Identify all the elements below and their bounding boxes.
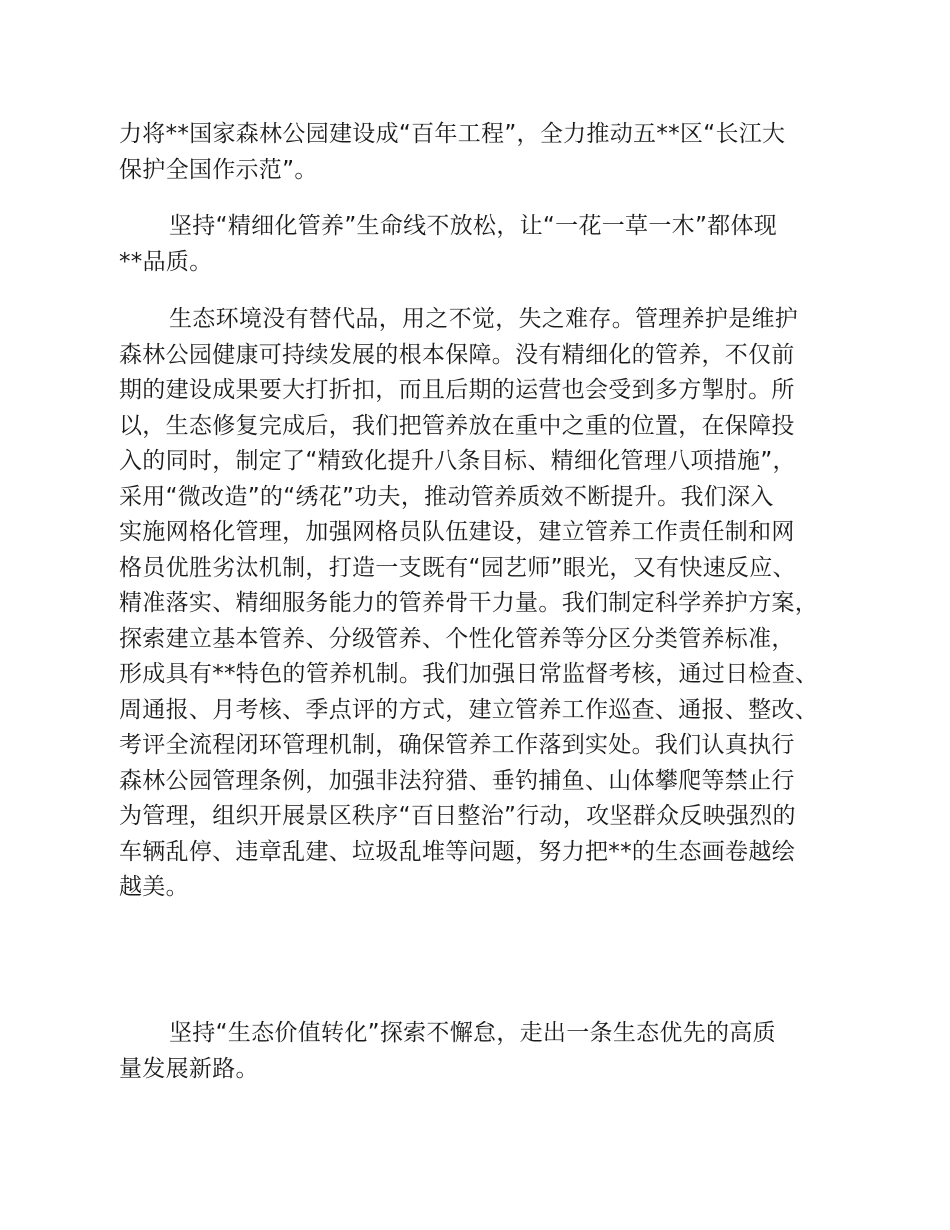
text-line: 力将**国家森林公园建设成“百年工程”，全力推动五**区“长江大 — [119, 121, 786, 147]
text-line: 考评全流程闭环管理机制，确保管养工作落到实处。我们认真执行 — [119, 732, 795, 758]
text-line: 入的同时，制定了“精致化提升八条目标、精细化管理八项措施”， — [119, 448, 796, 474]
text-line: 森林公园健康可持续发展的根本保障。没有精细化的管养，不仅前 — [119, 341, 795, 368]
text-line: 精准落实、精细服务能力的管养骨干力量。我们制定科学养护方案， — [119, 590, 818, 616]
text-line: **品质。 — [119, 248, 213, 275]
paragraph-2-heading — [119, 209, 849, 280]
text-line: 探索建立基本管养、分级管养、个性化管养等分区分类管养标准， — [119, 625, 795, 652]
text-line: 期的建设成果要大打折扣，而且后期的运营也会受到多方掣肘。所 — [119, 377, 795, 403]
text-line: 车辆乱停、违章乱建、垃圾乱堆等问题，努力把**的生态画卷越绘 — [119, 838, 795, 865]
text-line: 以，生态修复完成后，我们把管养放在重中之重的位置，在保障投 — [119, 412, 795, 439]
paragraph-3 — [119, 302, 849, 906]
text-line: 格员优胜劣汰机制，打造一支既有“园艺师”眼光，又有快速反应、 — [119, 554, 796, 581]
text-line: 坚持“生态价值转化”探索不懈怠，走出一条生态优先的高质 — [169, 1020, 776, 1046]
paragraph-4-heading — [119, 1016, 849, 1087]
text-line: 越美。 — [119, 874, 189, 900]
text-line: 为管理，组织开展景区秩序“百日整治”行动，攻坚群众反映强烈的 — [119, 803, 796, 829]
text-line: 形成具有**特色的管养机制。我们加强日常监督考核，通过日检查、 — [119, 661, 819, 687]
text-line: 保护全国作示范”。 — [119, 156, 318, 183]
text-line: 生态环境没有替代品，用之不觉，失之难存。管理养护是维护 — [169, 306, 799, 332]
text-line: 坚持“精细化管养”生命线不放松，让“一花一草一木”都体现 — [169, 213, 778, 239]
text-line: 实施网格化管理，加强网格员队伍建设，建立管养工作责任制和网 — [119, 519, 795, 545]
text-line: 森林公园管理条例，加强非法狩猎、垂钓捕鱼、山体攀爬等禁止行 — [119, 767, 795, 794]
text-line: 量发展新路。 — [119, 1055, 259, 1082]
text-line: 采用“微改造”的“绣花”功夫，推动管养质效不断提升。我们深入 — [119, 483, 774, 510]
text-line: 周通报、月考核、季点评的方式，建立管养工作巡查、通报、整改、 — [119, 696, 818, 723]
paragraph-1 — [119, 117, 849, 188]
